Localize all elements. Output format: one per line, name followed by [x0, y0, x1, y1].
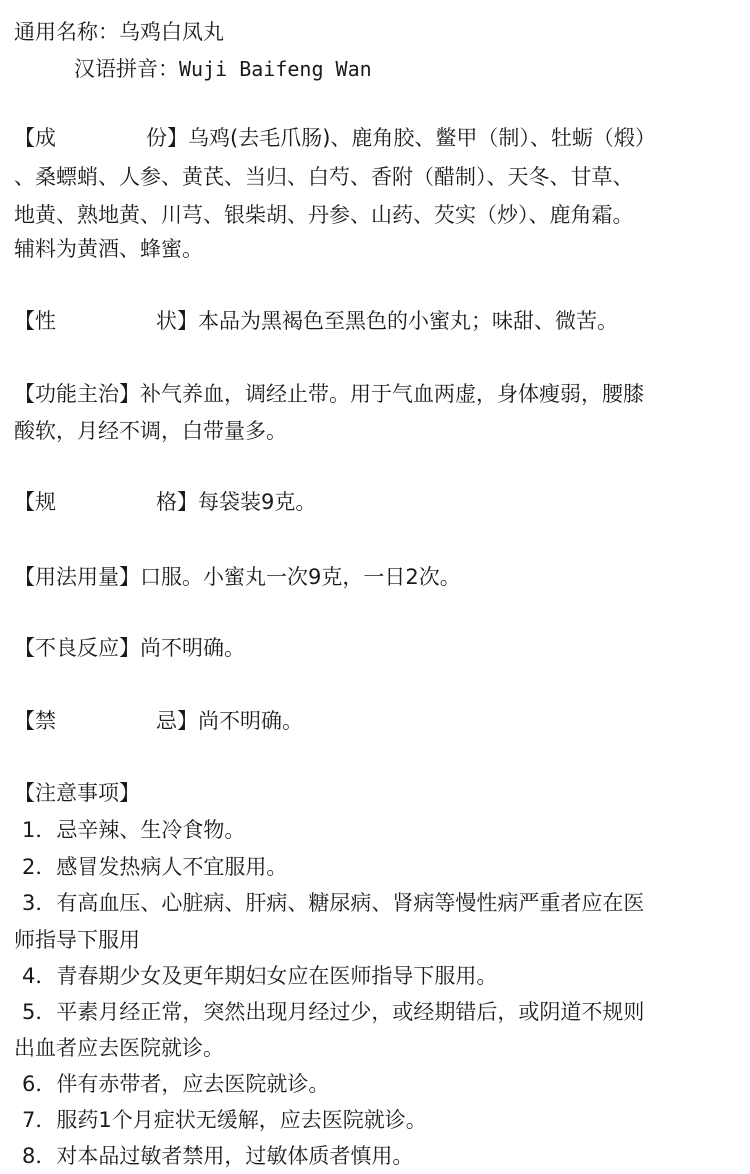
precautions-heading: 【注意事项】 [14, 781, 140, 805]
precaution-item: 1．忌辛辣、生冷食物。 [22, 818, 246, 842]
ingredients-line-4: 辅料为黄酒、蜂蜜。 [14, 237, 203, 261]
ingredients-label-b: 份】 [146, 126, 188, 150]
specification-line [14, 484, 740, 520]
indications-label: 【功能主治】 [14, 382, 140, 406]
precaution-item: 5．平素月经正常，突然出现月经过少，或经期错后，或阴道不规则 [22, 1000, 645, 1024]
contraindications-text: 尚不明确。 [198, 709, 303, 733]
precaution-item: 2．感冒发热病人不宜服用。 [22, 855, 288, 879]
ingredients-text-1: 乌鸡(去毛爪肠)、鹿角胶、鳖甲（制）、牡蛎（煅） [188, 126, 656, 150]
appearance-label-a: 【性 [14, 309, 56, 333]
ingredients-line-3: 地黄、熟地黄、川芎、银柴胡、丹参、山药、芡实（炒）、鹿角霜。 [14, 203, 634, 227]
contraindications-line [14, 703, 740, 739]
specification-label-a: 【规 [14, 490, 56, 514]
appearance-label-b: 状】 [156, 309, 198, 333]
adverse-label: 【不良反应】 [14, 636, 140, 660]
specification-text: 每袋装9克。 [198, 490, 317, 514]
precaution-item-continuation: 出血者应去医院就诊。 [14, 1036, 224, 1060]
dosage-label: 【用法用量】 [14, 565, 140, 589]
appearance-text: 本品为黑褐色至黑色的小蜜丸；味甜、微苦。 [198, 309, 618, 333]
generic-name: 通用名称：乌鸡白凤丸 [14, 20, 224, 44]
pinyin-label: 汉语拼音： [74, 57, 179, 81]
precaution-item: 8．对本品过敏者禁用，过敏体质者慎用。 [22, 1144, 414, 1168]
ingredients-line-1 [14, 120, 740, 156]
precaution-item: 4．青春期少女及更年期妇女应在医师指导下服用。 [22, 964, 498, 988]
pinyin-line [74, 51, 740, 87]
appearance-line [14, 303, 740, 339]
precaution-item: 3．有高血压、心脏病、肝病、糖尿病、肾病等慢性病严重者应在医 [22, 891, 645, 915]
ingredients-label-a: 【成 [14, 126, 56, 150]
precaution-item: 6．伴有赤带者，应去医院就诊。 [22, 1072, 330, 1096]
contraindications-label-a: 【禁 [14, 709, 56, 733]
dosage-line [14, 559, 740, 595]
precaution-item: 7．服药1个月症状无缓解，应去医院就诊。 [22, 1108, 427, 1132]
precaution-item-continuation: 师指导下服用 [14, 928, 140, 952]
indications-text-1: 补气养血，调经止带。用于气血两虚，身体瘦弱，腰膝 [140, 382, 644, 406]
adverse-line [14, 630, 740, 666]
ingredients-line-2: 、桑螵蛸、人参、黄芪、当归、白芍、香附（醋制）、天冬、甘草、 [14, 165, 634, 189]
dosage-text: 口服。小蜜丸一次9克，一日2次。 [140, 565, 461, 589]
indications-line-2: 酸软，月经不调，白带量多。 [14, 419, 287, 443]
indications-line-1 [14, 376, 740, 412]
contraindications-label-b: 忌】 [156, 709, 198, 733]
pinyin-value: Wuji Baifeng Wan [179, 57, 372, 81]
specification-label-b: 格】 [156, 490, 198, 514]
adverse-text: 尚不明确。 [140, 636, 245, 660]
